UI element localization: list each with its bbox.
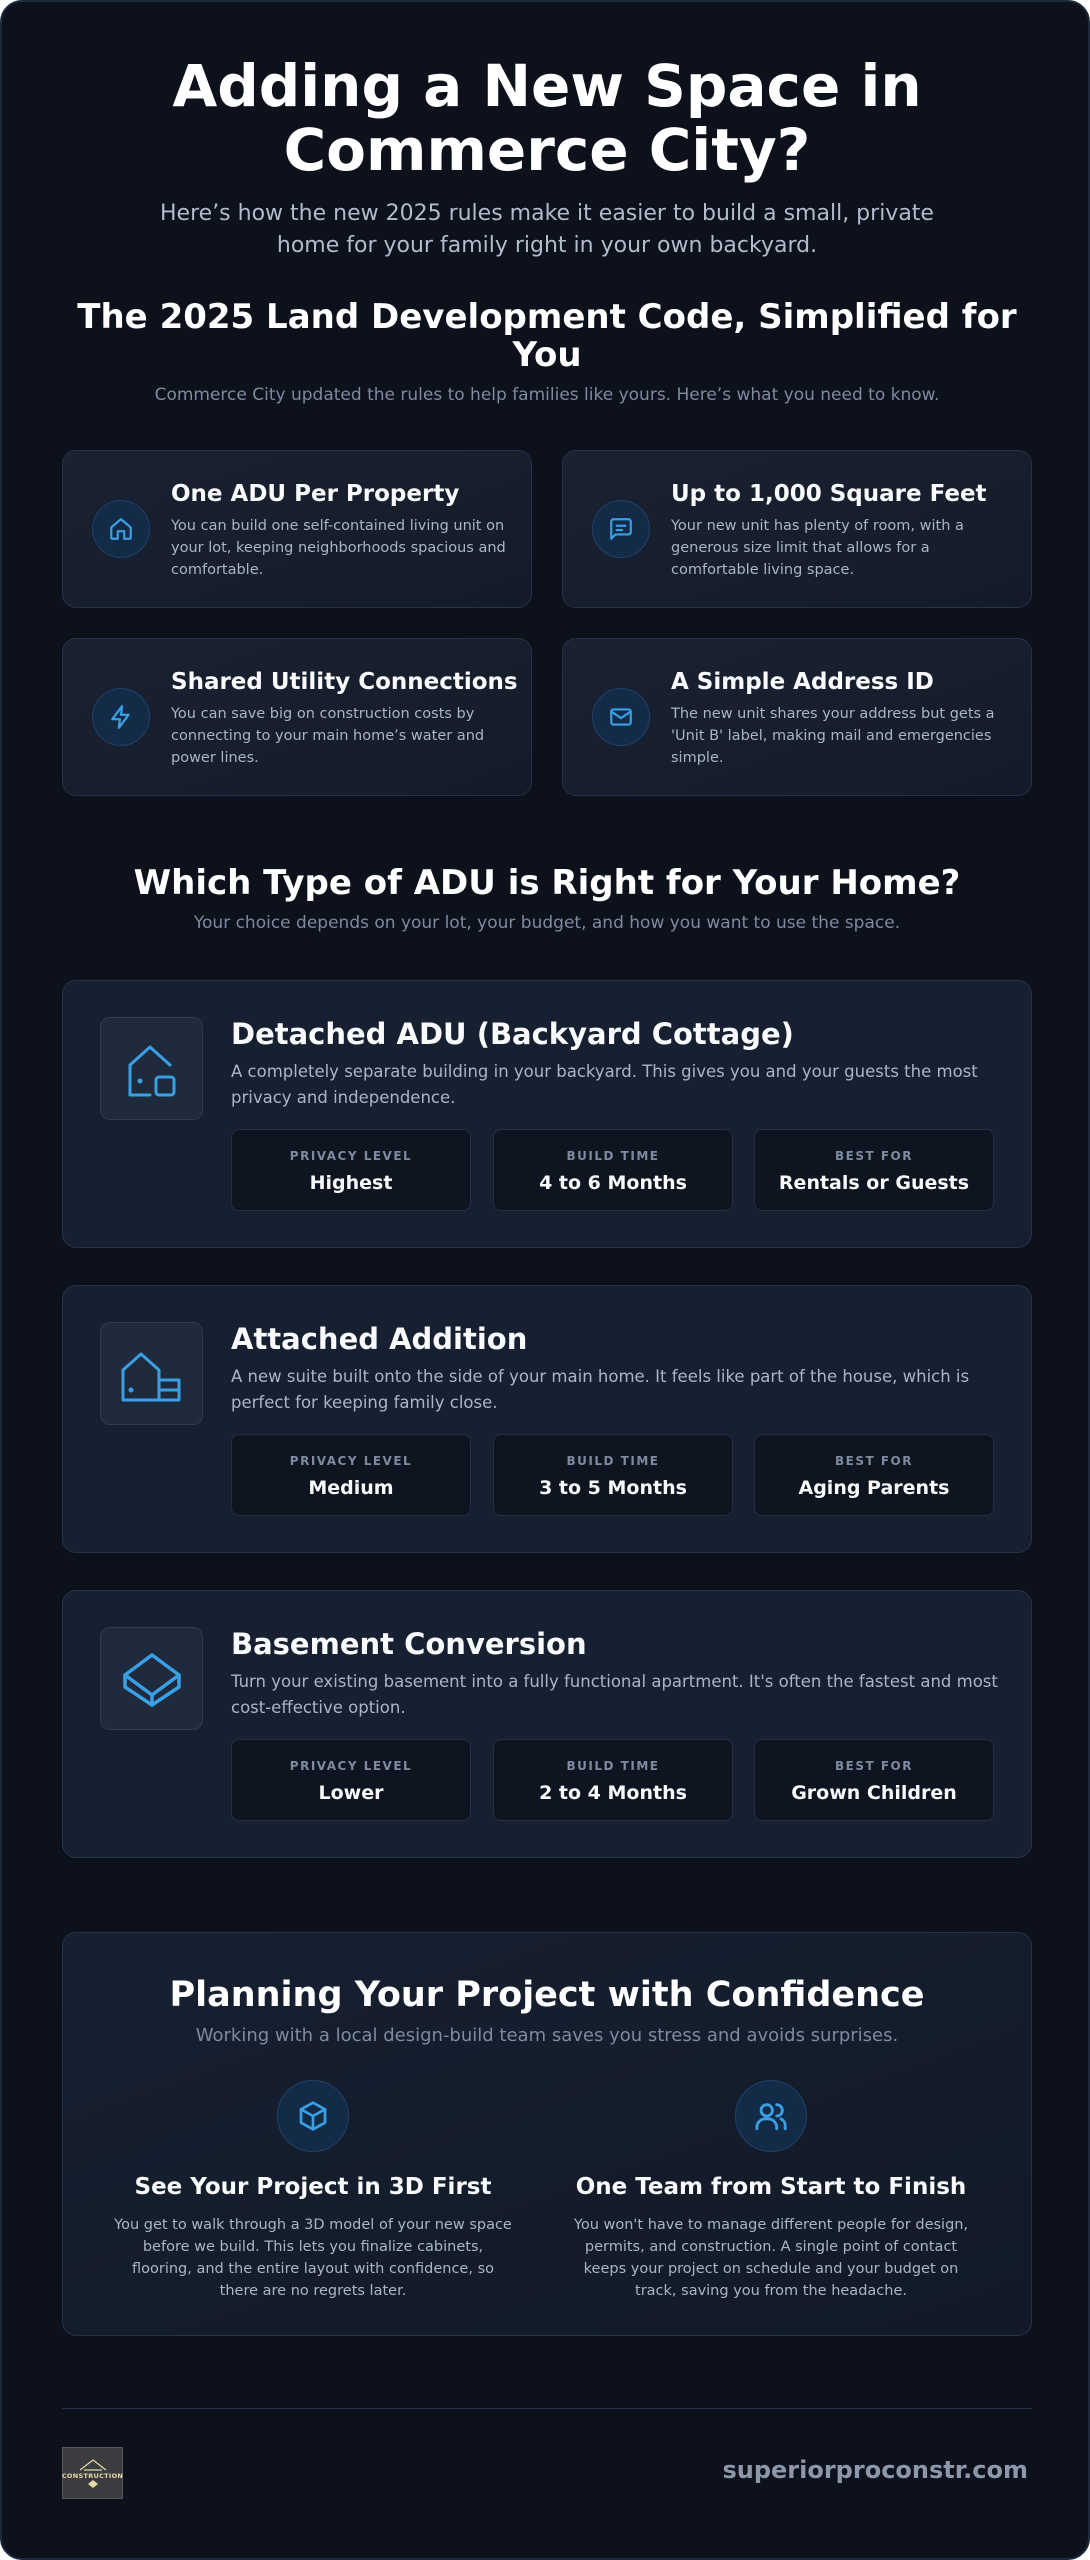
- feature-card-address: [562, 638, 1032, 796]
- chat-icon: [592, 500, 650, 558]
- stat-best-for: [754, 1129, 994, 1211]
- home-icon: [92, 500, 150, 558]
- stat-label: BEST FOR: [835, 1149, 913, 1163]
- website-link[interactable]: superiorproconstr.com: [722, 2456, 1028, 2484]
- users-icon: [735, 2080, 807, 2152]
- planning-item-text: You get to walk through a 3D model of your new space before we build. This lets you finalize cabinets, flooring, and the entire layout with confidence, so there are no regrets later.: [114, 2217, 512, 2299]
- feature-card-utilities: [62, 638, 532, 796]
- stat-label: PRIVACY LEVEL: [289, 1149, 413, 1163]
- planning-item-title: One Team from Start to Finish: [575, 2174, 967, 2200]
- feature-card-one-adu: [62, 450, 532, 608]
- code-section-header: [2, 298, 1090, 408]
- adu-type-description: A completely separate building in your backyard. This gives you and your guests the most privacy and independence.: [231, 1062, 978, 1107]
- feature-text: You can save big on construction costs by connecting to your main home’s water and power lines.: [171, 706, 485, 766]
- stat-best-for: [754, 1434, 994, 1516]
- stat-value: Grown Children: [791, 1782, 957, 1804]
- adu-type-description: Turn your existing basement into a fully functional apartment. It's often the fastest and most cost-effective option.: [231, 1672, 998, 1717]
- stat-value: Highest: [309, 1172, 393, 1194]
- adu-type-title: Detached ADU (Backyard Cottage): [231, 1017, 794, 1051]
- feature-title: One ADU Per Property: [171, 481, 460, 507]
- lightning-icon: [92, 688, 150, 746]
- planning-item-3d: [103, 2080, 523, 2302]
- stat-label: BUILD TIME: [566, 1149, 660, 1163]
- planning-item-title: See Your Project in 3D First: [134, 2174, 492, 2200]
- stat-label: PRIVACY LEVEL: [289, 1454, 413, 1468]
- stat-privacy: [231, 1739, 471, 1821]
- planning-subtitle: Working with a local design-build team saves you stress and avoids surprises.: [195, 2025, 899, 2046]
- planning-item-one-team: [561, 2080, 981, 2302]
- page-title: Adding a New Space in Commerce City?: [172, 52, 922, 184]
- footer-divider: [62, 2408, 1032, 2409]
- stat-value: 4 to 6 Months: [539, 1172, 687, 1194]
- code-section-subtitle: Commerce City updated the rules to help families like yours. Here’s what you need to know.: [154, 385, 940, 405]
- mail-icon: [592, 688, 650, 746]
- page-subtitle: Here’s how the new 2025 rules make it easier to build a small, private home for your family right in your own backyard.: [160, 201, 934, 258]
- detached-house-icon: [100, 1017, 203, 1120]
- feature-title: A Simple Address ID: [671, 669, 934, 695]
- stat-value: Aging Parents: [798, 1477, 950, 1499]
- adu-type-card-attached: [62, 1285, 1032, 1553]
- stat-privacy: [231, 1434, 471, 1516]
- planning-section: [62, 1932, 1032, 2336]
- stat-value: 2 to 4 Months: [539, 1782, 687, 1804]
- stat-label: BEST FOR: [835, 1454, 913, 1468]
- stat-build-time: [493, 1434, 733, 1516]
- feature-text: Your new unit has plenty of room, with a generous size limit that allows for a comfortable living space.: [671, 518, 964, 578]
- stat-value: Medium: [308, 1477, 394, 1499]
- adu-type-card-basement: [62, 1590, 1032, 1858]
- stat-label: BUILD TIME: [566, 1454, 660, 1468]
- types-section-subtitle: Your choice depends on your lot, your budget, and how you want to use the space.: [193, 913, 901, 933]
- planning-title: Planning Your Project with Confidence: [169, 1975, 925, 2015]
- cube-icon: [277, 2080, 349, 2152]
- stat-build-time: [493, 1129, 733, 1211]
- adu-type-title: Attached Addition: [231, 1322, 528, 1356]
- stat-value: 3 to 5 Months: [539, 1477, 687, 1499]
- layers-icon: [100, 1627, 203, 1730]
- company-logo[interactable]: [62, 2447, 123, 2499]
- adu-type-description: A new suite built onto the side of your main home. It feels like part of the house, which is perfect for keeping family close.: [231, 1367, 970, 1412]
- stat-privacy: [231, 1129, 471, 1211]
- attached-house-icon: [100, 1322, 203, 1425]
- stat-value: Lower: [318, 1782, 384, 1804]
- feature-title: Up to 1,000 Square Feet: [671, 481, 987, 507]
- feature-text: You can build one self-contained living unit on your lot, keeping neighborhoods spacious and comfortable.: [171, 518, 506, 578]
- feature-card-square-feet: [562, 450, 1032, 608]
- stat-label: BEST FOR: [835, 1759, 913, 1773]
- feature-text: The new unit shares your address but gets a 'Unit B' label, making mail and emergencies simple.: [671, 706, 995, 766]
- stat-best-for: [754, 1739, 994, 1821]
- logo-text: CONSTRUCTION: [61, 2472, 124, 2480]
- adu-type-card-detached: [62, 980, 1032, 1248]
- feature-title: Shared Utility Connections: [171, 669, 518, 695]
- code-section-title: The 2025 Land Development Code, Simplified for You: [77, 297, 1017, 375]
- types-section-header: [2, 864, 1090, 936]
- planning-item-text: You won't have to manage different people for design, permits, and construction. A single point of contact keeps your project on schedule and your budget on track, saving you from the headache.: [573, 2217, 969, 2299]
- hero: [2, 54, 1090, 262]
- stat-value: Rentals or Guests: [778, 1172, 970, 1194]
- adu-type-title: Basement Conversion: [231, 1627, 587, 1661]
- stat-build-time: [493, 1739, 733, 1821]
- stat-label: BUILD TIME: [566, 1759, 660, 1773]
- stat-label: PRIVACY LEVEL: [289, 1759, 413, 1773]
- types-section-title: Which Type of ADU is Right for Your Home?: [133, 863, 961, 903]
